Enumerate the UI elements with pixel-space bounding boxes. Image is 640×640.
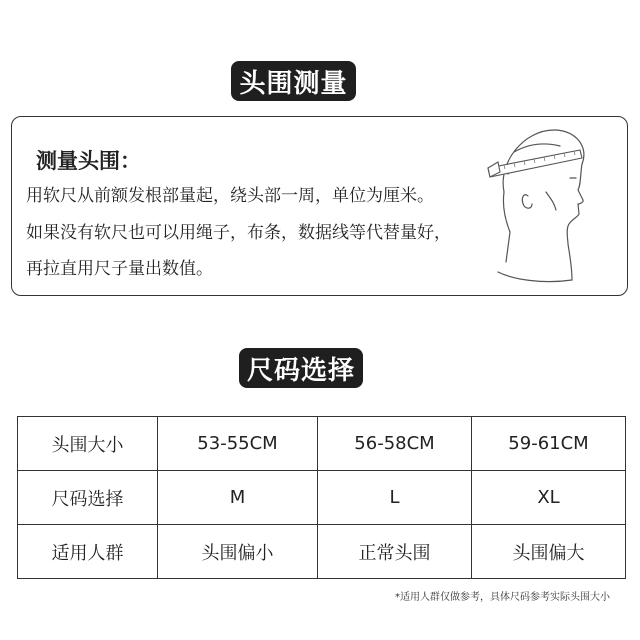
heading-head-measurement: 头围测量 xyxy=(231,61,356,101)
table-cell: 53-55CM xyxy=(158,417,318,471)
table-row xyxy=(18,417,626,471)
table-cell: 头围偏大 xyxy=(472,525,626,579)
table-cell: 尺码选择 xyxy=(18,471,158,525)
size-table xyxy=(17,416,626,579)
table-cell: 56-58CM xyxy=(318,417,472,471)
table-row xyxy=(18,471,626,525)
measurement-title: 测量头围： xyxy=(36,149,141,173)
instruction-line: 再拉直用尺子量出数值。 xyxy=(26,259,213,279)
instruction-line: 如果没有软尺也可以用绳子，布条，数据线等代替量好， xyxy=(26,223,451,243)
head-measuring-tape-icon xyxy=(484,122,604,292)
table-cell: XL xyxy=(472,471,626,525)
table-cell: 59-61CM xyxy=(472,417,626,471)
footnote: *适用人群仅做参考，具体尺码参考实际头围大小 xyxy=(395,592,610,603)
table-cell: 头围偏小 xyxy=(158,525,318,579)
table-cell: 适用人群 xyxy=(18,525,158,579)
heading-size-selection: 尺码选择 xyxy=(239,348,363,388)
table-row xyxy=(18,525,626,579)
table-cell: 正常头围 xyxy=(318,525,472,579)
instruction-line: 用软尺从前额发根部量起，绕头部一周，单位为厘米。 xyxy=(26,186,434,206)
table-cell: L xyxy=(318,471,472,525)
table-cell: 头围大小 xyxy=(18,417,158,471)
table-cell: M xyxy=(158,471,318,525)
